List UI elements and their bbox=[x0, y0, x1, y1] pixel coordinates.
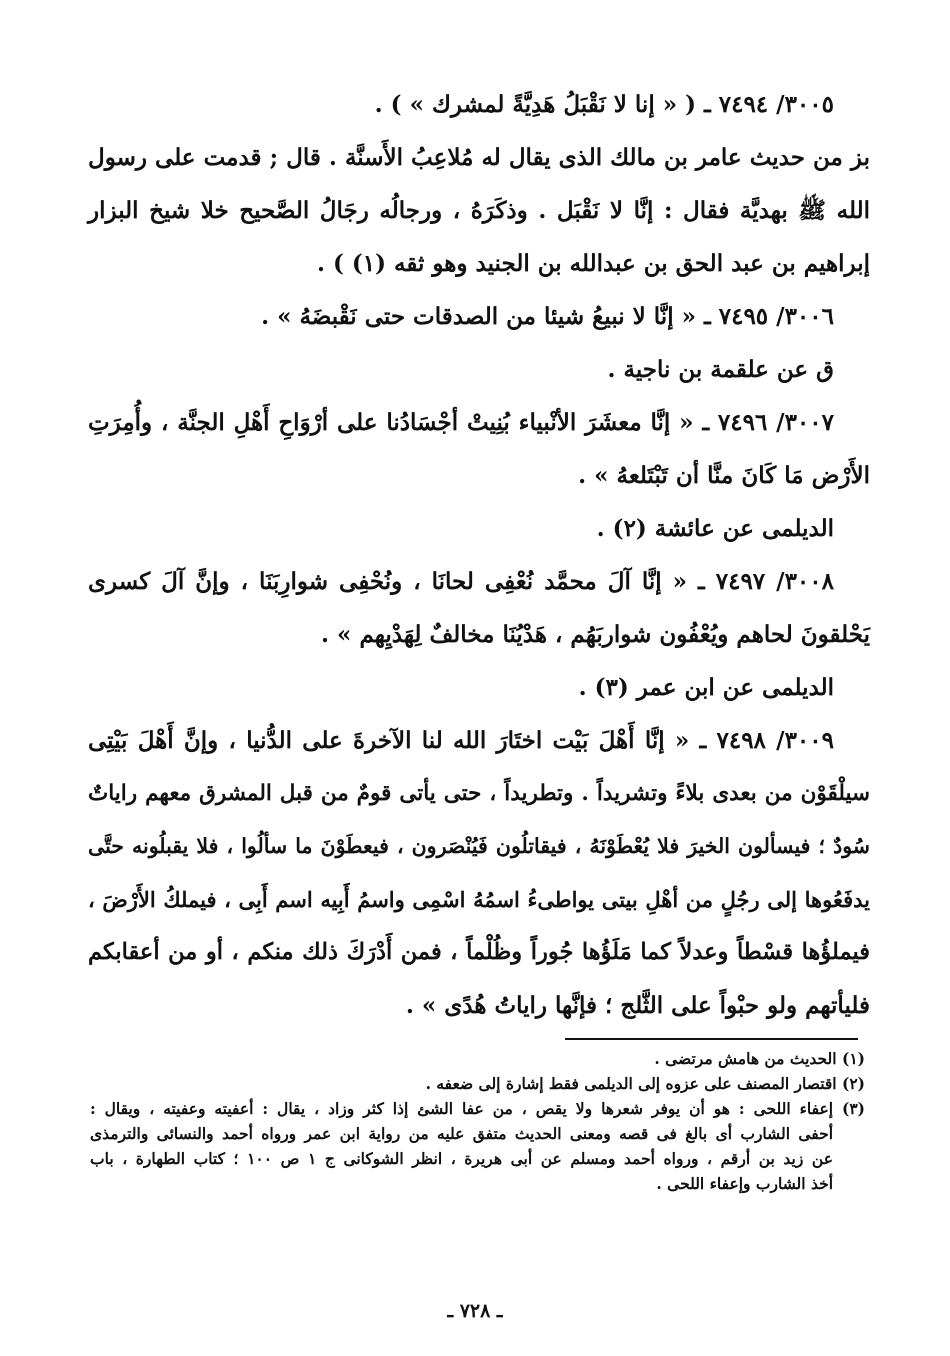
hadith-3009-text-line-6: فليأتهم ولو حبْواً على الثَّلج ؛ فإنَّها راياتُ هُدًى » . bbox=[405, 992, 870, 1019]
hadith-3009-text-line-3: سُودٌ ؛ فيسألون الخيرَ فلا يُعْطَوْنَهُ ، فيقاتلُون فَيُنْصَرون ، فيعطَوْنَ ما سألُوا ، فلا يقبلُونه حتَّى bbox=[88, 834, 870, 858]
hadith-3005-source-line-1: بز من حديث عامر بن مالك الذى يقال له مُلاعِبُ الأَسنَّة . قال ; قدمت على رسول bbox=[88, 144, 870, 171]
page-number: ـ ٧٢٨ ـ bbox=[447, 1300, 503, 1322]
footnotes bbox=[90, 1046, 865, 1196]
footnote-separator bbox=[565, 1038, 858, 1040]
hadith-3006-heading: ٣٠٠٦/ ٧٤٩٥ ـ « إنَّا لا نبيعُ شيئا من الصدقات حتى نَقْبضَهُ » . bbox=[261, 303, 834, 330]
hadith-3008-source: الديلمى عن ابن عمر (٣) . bbox=[578, 674, 834, 701]
hadith-3005-source-line-3: إبراهيم بن عبد الحق بن عبدالله بن الجنيد وهو ثقه (١) ) . bbox=[316, 250, 870, 277]
hadith-3009-text-line-2: سيلْقَوْن من بعدى بلاءً وتشريداً . وتطريداً ، حتى يأتى قومٌ من قبل المشرق معهم راياتٌ bbox=[88, 781, 870, 806]
footnote-3-line-3: عن زيد بن أرقم ، ورواه أحمد ومسلم عن أبى هريرة ، انظر الشوكانى ج ١ ص ١٠٠ ؛ كتاب الطهارة ، باب bbox=[90, 1149, 833, 1168]
hadith-3008-heading: ٣٠٠٨/ ٧٤٩٧ ـ « إنَّا آلَ محمَّد نُعْفِى لحانَا ، ونُحْفِى شوارِبَنَا ، وإنَّ آلَ كسرى bbox=[88, 568, 834, 595]
hadith-3006-source: ق عن علقمة بن ناجية . bbox=[607, 356, 834, 383]
footnote-2: (٢) اقتصار المصنف على عزوه إلى الديلمى فقط إشارة إلى ضعفه . bbox=[425, 1074, 865, 1093]
footnote-3-line-1: (٣) إعفاء اللحى : هو أن يوفر شعرها ولا يقص ، من عفا الشئ إذا كثر وزاد ، يقال : أعفيته وعفيته ، ويقال : bbox=[90, 1099, 865, 1118]
hadith-3008-text-end: يَحْلقونَ لحاهم ويُعْفُون شواربَهُم ، هَدْيُنَا مخالفٌ لِهَدْيِهم » . bbox=[321, 621, 870, 648]
hadith-3005-source-line-2: الله ﷺ بهديَّة فقال : إنَّا لا نَقْبَل . وذكَرَهُ ، ورجالُه رجَالُ الصَّحيح خلا شيخ البزار bbox=[88, 197, 870, 224]
hadith-3007-heading: ٣٠٠٧/ ٧٤٩٦ ـ « إنَّا معشَرَ الأنْبياء بُنِيتْ أجْسَادُنا على أرْوَاحِ أَهْلِ الجنَّة ، وأُمِرَتِ bbox=[88, 409, 834, 436]
hadith-3009-text-line-4: يدفَعُوها إلى رجُلٍ من أهْلِ بيتى يواطىءُ اسمُهُ اسْمِى واسمُ أَبِيه اسم أَبِى ، فيملكُ الأَرْضَ ، bbox=[88, 887, 870, 912]
hadith-3005-heading: ٣٠٠٥/ ٧٤٩٤ ـ ( « إنا لا نَقْبَلُ هَدِيَّةً لمشرك » ) . bbox=[374, 91, 834, 118]
hadith-3009-heading: ٣٠٠٩/ ٧٤٩٨ ـ « إنَّا أَهْلَ بَيْت اختَارَ الله لنا الآخرةَ على الدُّنيا ، وإنَّ أَهْلَ بَيْتِى bbox=[88, 727, 834, 754]
main-text bbox=[88, 78, 870, 1032]
footnote-1: (١) الحديث من هامش مرتضى . bbox=[654, 1049, 865, 1068]
footnote-3-line-4: أخذ الشارب وإعفاء اللحى . bbox=[656, 1174, 833, 1193]
hadith-3007-source: الديلمى عن عائشة (٢) . bbox=[596, 515, 834, 542]
footnote-3-line-2: أحفى الشارب أى بالغ فى قصه ومعنى الحديث متفق عليه من رواية ابن عمر ورواه أحمد والنسائى والترمذى bbox=[90, 1124, 833, 1143]
hadith-3007-text-end: الأَرْض مَا كَانَ منَّا أن تَبْتَلعهُ » . bbox=[578, 462, 870, 489]
hadith-3009-text-line-5: فيملؤُها قسْطاً وعدلاً كما مَلَؤُها جُوراً وظُلْماً ، فمن أَدْرَكَ ذلك منكم ، أو من أعقابكم bbox=[88, 939, 870, 965]
